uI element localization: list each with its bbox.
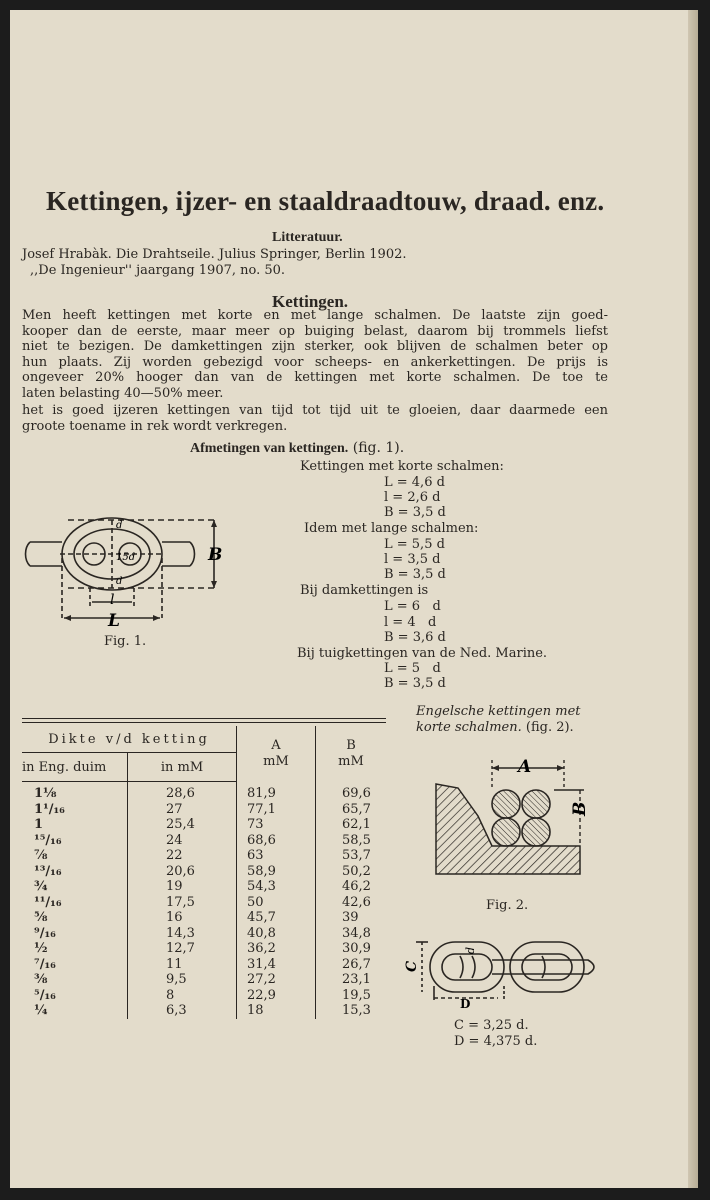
dim-line: B = 3,5 d (384, 505, 446, 520)
cell-b: 15,3 (342, 1003, 371, 1018)
fig1-caption: Fig. 1. (104, 634, 147, 649)
table-row (22, 926, 386, 942)
cell-a: 18 (237, 1003, 316, 1019)
literature-ref-2: ,,De Ingenieur'' jaargang 1907, no. 50. (30, 263, 286, 278)
cell-a: 54,3 (237, 879, 316, 895)
cell-eng: ⅜ (22, 972, 128, 988)
cell-b: 26,7 (342, 956, 371, 972)
fig2-label-A: A (518, 757, 532, 777)
dim-line: Kettingen met korte schalmen: (300, 459, 504, 474)
english-chains-fig-ref: (fig. 2). (525, 720, 574, 735)
table-row (22, 817, 386, 833)
table-row (22, 957, 386, 973)
dim-line: Bij damkettingen is (300, 583, 429, 598)
cell-mm: 22 (166, 848, 183, 863)
cell-b: 34,8 (342, 925, 371, 941)
dimensions-fig-ref: (fig. 1). (352, 440, 405, 456)
table-row (22, 972, 386, 988)
cell-a: 63 (237, 848, 316, 864)
fig1-label-l: l (110, 592, 115, 608)
th-eng: in Eng. duim (22, 753, 128, 782)
cell-a: 68,6 (237, 833, 316, 849)
page-edge (688, 10, 698, 1188)
dim-line: L = 5,5 d (384, 537, 445, 552)
th-b-unit: mM (338, 753, 364, 769)
cell-eng: ¾ (22, 879, 128, 895)
dim-line: Idem met lange schalmen: (304, 521, 479, 536)
section-heading: Kettingen. (272, 292, 349, 311)
fig2-link-section (522, 818, 550, 846)
cell-b: 30,9 (342, 941, 371, 956)
cell-mm: 25,4 (166, 817, 195, 832)
table-row (22, 1003, 386, 1019)
dim-line: Bij tuigkettingen van de Ned. Marine. (297, 646, 548, 661)
table-row (22, 833, 386, 849)
dim-line: B = 3,5 d (384, 676, 446, 691)
dim-line: L = 4,6 d (384, 475, 445, 490)
cell-a: 73 (237, 817, 316, 833)
cell-b: 42,6 (342, 894, 371, 910)
fig2-link-section (522, 790, 550, 818)
cell-eng: 1¹/₁₆ (22, 802, 128, 818)
fig3-label-D: D (460, 997, 471, 1011)
cell-b: 53,7 (342, 848, 371, 863)
cell-b: 65,7 (342, 801, 371, 817)
cell-mm: 11 (166, 956, 183, 972)
table-row (22, 802, 386, 818)
dim-line: l = 2,6 d (384, 490, 441, 505)
fig1-drawing (26, 518, 215, 618)
table-row (22, 910, 386, 926)
fig2-english-chain-diagram (430, 746, 590, 878)
fig2-link-section (492, 818, 520, 846)
cell-eng: ¹¹/₁₆ (22, 895, 128, 911)
cell-b: 23,1 (342, 972, 371, 987)
chain-dimensions-table (22, 726, 386, 1019)
c-formula: C = 3,25 d. (454, 1018, 529, 1033)
fig1-chain-link-diagram (24, 498, 224, 631)
cell-eng: ¼ (22, 1003, 128, 1019)
paragraph-line: groote toename in rek wordt verkregen. (22, 418, 288, 434)
paragraph-2 (22, 403, 608, 434)
th-a-unit: mM (263, 753, 289, 769)
th-dikte: Dikte v/d ketting (22, 726, 237, 753)
cell-eng: ¹⁵/₁₆ (22, 833, 128, 849)
cell-a: 58,9 (237, 864, 316, 880)
cell-eng: ¹³/₁₆ (22, 864, 128, 880)
cell-eng: 1⅛ (22, 782, 128, 802)
th-b-label: B (346, 737, 356, 753)
th-b (316, 726, 387, 782)
cell-eng: ⁵/₁₆ (22, 988, 128, 1004)
th-a (237, 726, 316, 782)
paragraph-line: Men heeft kettingen met korte en met lange schalmen. De laatste zijn goed- (22, 308, 608, 323)
cell-mm: 16 (166, 910, 183, 925)
cell-b: 58,5 (342, 832, 371, 848)
fig1-label-15d: 15d (116, 552, 136, 563)
cell-mm: 28,6 (166, 786, 195, 801)
table-body (22, 782, 386, 1019)
cell-eng: ½ (22, 941, 128, 957)
literature-heading: Litteratuur. (272, 230, 343, 245)
fig3-stud-link-chain-diagram (404, 928, 608, 1012)
cell-mm: 27 (166, 801, 183, 817)
paragraph-line: kooper dan de eerste, maar meer op buiging belast, daarom bij trommels liefst (22, 323, 608, 339)
table-row (22, 782, 386, 802)
cell-a: 27,2 (237, 972, 316, 988)
d-formula: D = 4,375 d. (454, 1034, 538, 1049)
dim-line: L = 5 d (384, 661, 441, 676)
cell-mm: 12,7 (166, 941, 195, 956)
fig3-label-C: C (404, 960, 420, 972)
fig3-drawing (416, 942, 594, 1000)
fig2-label-B: B (570, 801, 590, 816)
cell-mm: 19 (166, 879, 183, 894)
fig1-label-d1: d (116, 520, 123, 531)
cell-mm: 6,3 (166, 1003, 187, 1018)
cell-mm: 8 (166, 987, 175, 1003)
cell-mm: 24 (166, 832, 183, 848)
cell-a: 31,4 (237, 957, 316, 973)
cell-mm: 20,6 (166, 863, 195, 879)
cell-a: 22,9 (237, 988, 316, 1004)
fig2-link-section (492, 790, 520, 818)
paragraph-line: ongeveer 20% hooger dan van de kettingen met korte schalmen. De toe te (22, 370, 608, 385)
table-top-rule-2 (22, 722, 386, 723)
cell-b: 46,2 (342, 879, 371, 894)
dim-line: l = 4 d (384, 615, 437, 630)
english-chains-line-2 (416, 720, 574, 735)
table-row (22, 941, 386, 957)
english-chains-line-1: Engelsche kettingen met (416, 704, 581, 719)
cell-a: 50 (237, 895, 316, 911)
cell-mm: 17,5 (166, 894, 195, 910)
dimensions-heading-row (190, 440, 404, 457)
fig1-label-B: B (208, 545, 223, 565)
cell-eng: ⅝ (22, 910, 128, 926)
th-a-label: A (271, 737, 281, 753)
cell-a: 36,2 (237, 941, 316, 957)
fig1-label-d2: d (116, 576, 123, 587)
dimensions-heading: Afmetingen van kettingen. (190, 441, 349, 456)
dim-line: L = 6 d (384, 599, 441, 614)
table-top-rule (22, 718, 386, 719)
fig2-caption: Fig. 2. (486, 898, 529, 913)
cell-b: 62,1 (342, 817, 371, 832)
paragraph-line: niet te bezigen. De damkettingen zijn sterker, ook blijven de schalmen beter op (22, 339, 608, 354)
literature-ref-1: Josef Hrabàk. Die Drahtseile. Julius Springer, Berlin 1902. (22, 247, 407, 262)
page-title: Kettingen, ijzer- en staaldraadtouw, draad. enz. (46, 186, 605, 216)
paragraph-line: het is goed ijzeren kettingen van tijd tot tijd uit te gloeien, daar daarmede een (22, 403, 608, 418)
cell-eng: ⅞ (22, 848, 128, 864)
paragraph-line: hun plaats. Zij worden gebezigd voor scheeps- en ankerkettingen. De prijs is (22, 354, 608, 370)
table-row (22, 879, 386, 895)
fig3-label-d: d (464, 946, 477, 954)
cell-eng: ⁷/₁₆ (22, 957, 128, 973)
cell-b: 50,2 (342, 863, 371, 879)
page (10, 10, 698, 1188)
paragraph-line: laten belasting 40—50% meer. (22, 385, 224, 401)
cell-b: 19,5 (342, 987, 371, 1003)
cell-a: 77,1 (237, 802, 316, 818)
cell-a: 40,8 (237, 926, 316, 942)
cell-eng: ⁹/₁₆ (22, 926, 128, 942)
dim-line: l = 3,5 d (384, 552, 441, 567)
cell-mm: 9,5 (166, 972, 187, 987)
th-mm: in mM (128, 753, 237, 782)
dim-line: B = 3,5 d (384, 567, 446, 582)
paragraph-1 (22, 308, 608, 401)
dim-line: B = 3,6 d (384, 630, 446, 645)
cell-a: 81,9 (237, 782, 316, 802)
cell-mm: 14,3 (166, 925, 195, 941)
english-chains-italic: korte schalmen. (416, 720, 522, 735)
cell-b: 39 (342, 910, 359, 925)
table-row (22, 864, 386, 880)
table-row (22, 848, 386, 864)
table-row (22, 988, 386, 1004)
fig1-label-L: L (108, 611, 120, 631)
table-row (22, 895, 386, 911)
cell-a: 45,7 (237, 910, 316, 926)
cell-eng: 1 (22, 817, 128, 833)
cell-b: 69,6 (342, 785, 371, 801)
